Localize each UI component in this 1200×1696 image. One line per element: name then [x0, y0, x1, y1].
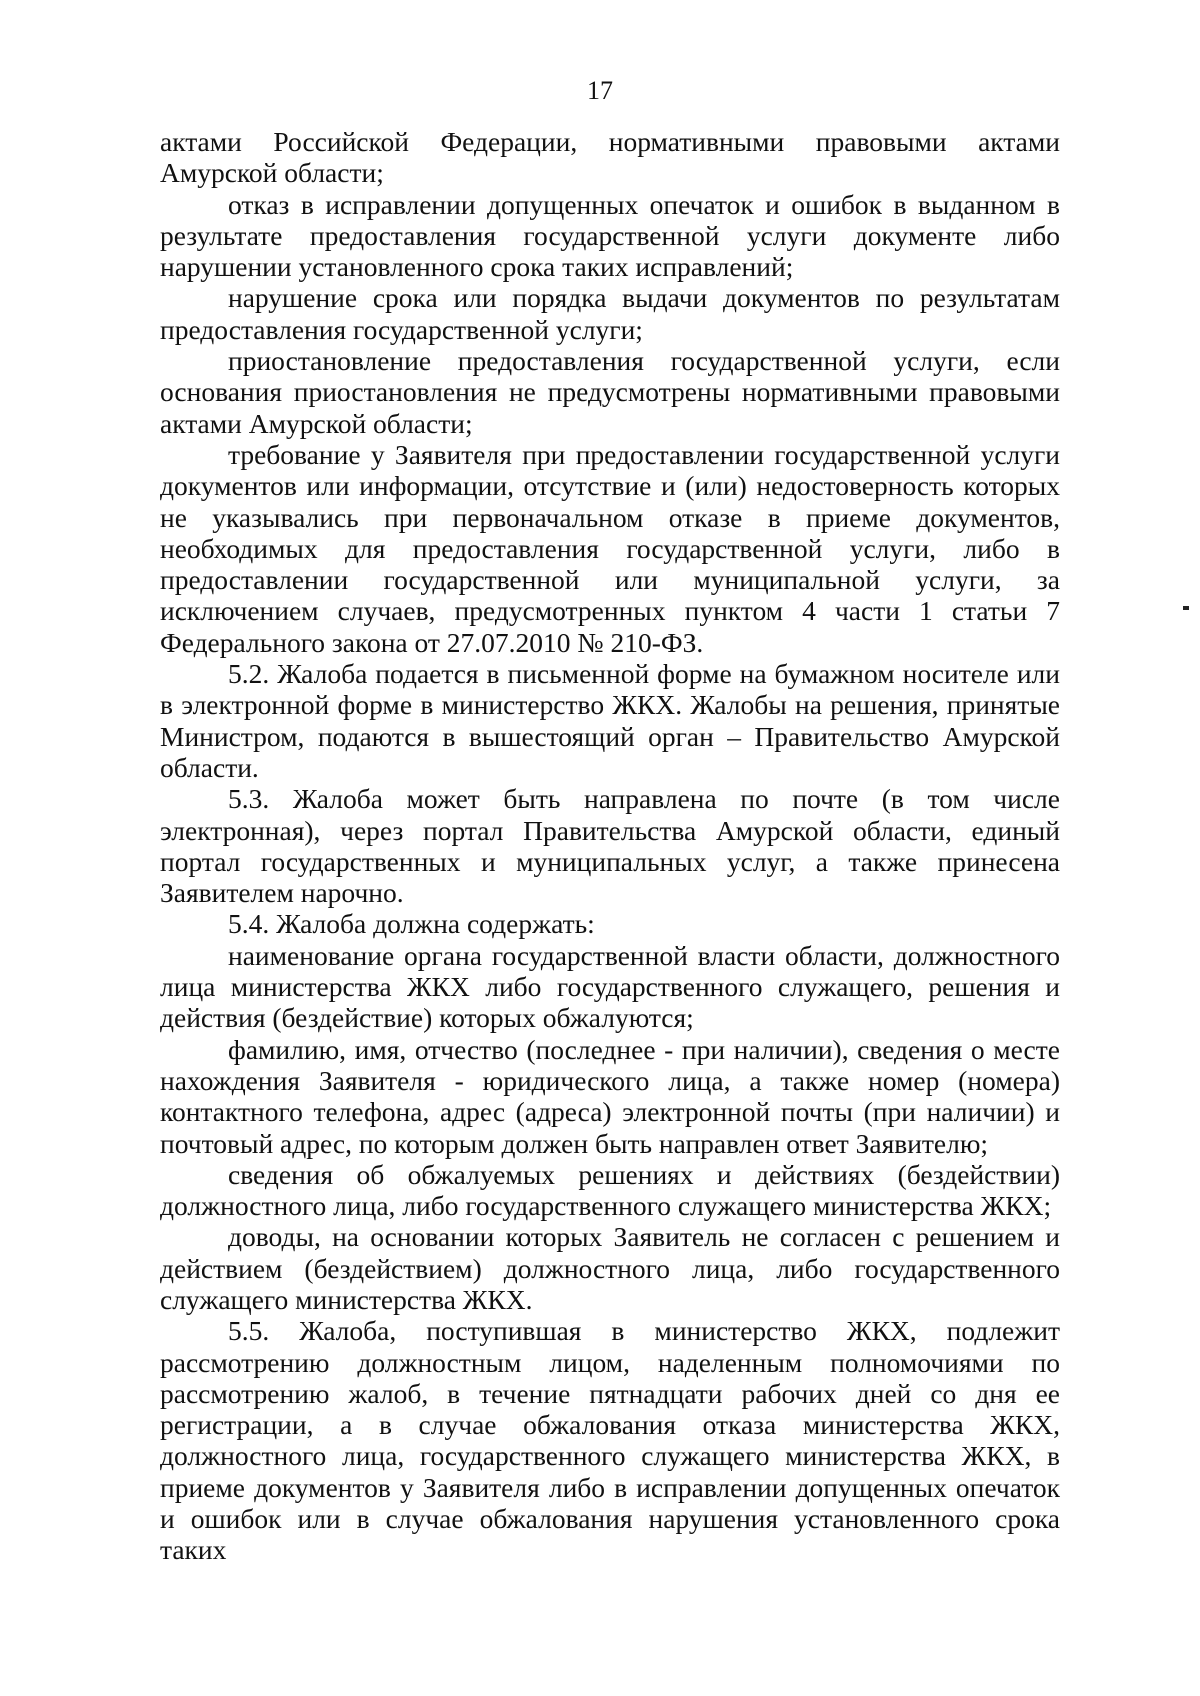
paragraph-authority-name: наименование органа государственной власти области, должностного лица министерства ЖКХ либо государственного служащего, решения и действия (бездействие) которых обжалуются; — [160, 939, 1060, 1034]
paragraph-refusal-correction: отказ в исправлении допущенных опечаток и ошибок в выданном в результате предоставления государственной услуги документе либо нарушении установленного срока таких исправлений; — [160, 188, 1060, 283]
paragraph-appealed-decisions: сведения об обжалуемых решениях и действиях (бездействии) должностного лица, либо государственного служащего министерства ЖКХ; — [160, 1158, 1060, 1222]
page-number: 17 — [587, 76, 613, 105]
paragraph-5-4: 5.4. Жалоба должна содержать: — [228, 908, 595, 940]
document-body — [160, 126, 1060, 1566]
paragraph-deadline-violation: нарушение срока или порядка выдачи документов по результатам предоставления государственной услуги; — [160, 282, 1060, 345]
paragraph-arguments: доводы, на основании которых Заявитель не согласен с решением и действием (бездействием) должностного лица, либо государственного служащего министерства ЖКХ. — [160, 1221, 1060, 1315]
paragraph-5-5: 5.5. Жалоба, поступившая в министерство ЖКХ, подлежит рассмотрению должностным лицом, наделенным полномочиями по рассмотрению жалоб, в течение пятнадцати рабочих дней со дня ее регистрации, а в случае обжалования отказа министерства ЖКХ, должностного лица, государственного служащего министерства ЖКХ, в приеме документов у Заявителя либо в исправлении допущенных опечаток и ошибок или в случае обжалования нарушения установленного срока таких — [160, 1315, 1060, 1566]
paragraph-suspension: приостановление предоставления государственной услуги, если основания приостановления не предусмотрены нормативными правовыми актами Амурской области; — [160, 345, 1060, 439]
scan-edge-mark — [1183, 606, 1189, 610]
paragraph-applicant-details: фамилию, имя, отчество (последнее - при наличии), сведения о месте нахождения Заявителя - юридического лица, а также номер (номера) контактного телефона, адрес (адреса) электронной почты (при наличии) и почтовый адрес, по которым должен быть направлен ответ Заявителю; — [160, 1033, 1060, 1159]
paragraph-document-requirement: требование у Заявителя при предоставлении государственной услуги документов или информации, отсутствие и (или) недостоверность которых не указывались при первоначальном отказе в приеме документов, необходимых для предоставления государственной услуги, либо в предоставлении государственной или муниципальной услуги, за исключением случаев, предусмотренных пунктом 4 части 1 статьи 7 Федерального закона от 27.07.2010 № 210-ФЗ. — [160, 438, 1060, 658]
paragraph-5-3: 5.3. Жалоба может быть направлена по почте (в том числе электронная), через портал Правительства Амурской области, единый портал государственных и муниципальных услуг, а также принесена Заявителем нарочно. — [160, 783, 1060, 909]
paragraph-continuation: актами Российской Федерации, нормативными правовыми актами Амурской области; — [160, 126, 1060, 189]
paragraph-5-2: 5.2. Жалоба подается в письменной форме на бумажном носителе или в электронной форме в министерство ЖКХ. Жалобы на решения, принятые Министром, подаются в вышестоящий орган – Правительство Амурской области. — [160, 658, 1060, 783]
